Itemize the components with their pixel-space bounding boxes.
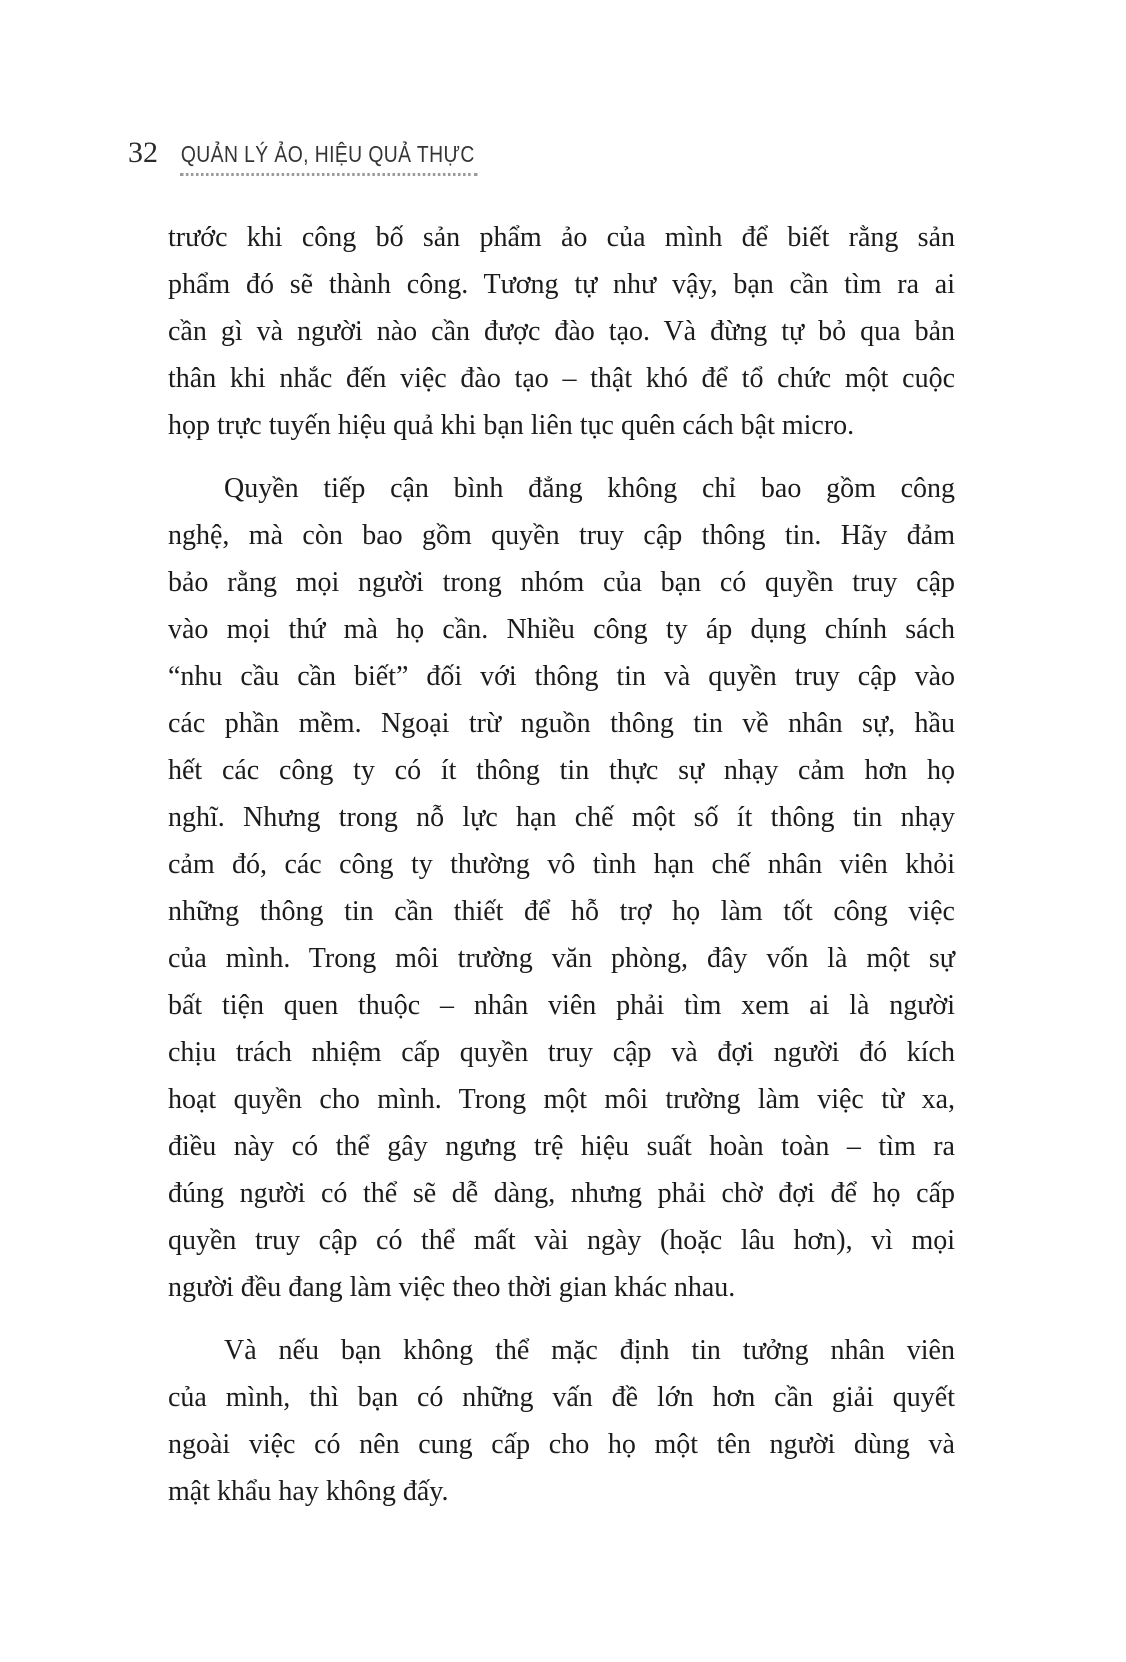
text-line: quyền truy cập có thể mất vài ngày (hoặc lâu hơn), vì mọi bbox=[168, 1225, 955, 1256]
text-line: người đều đang làm việc theo thời gian khác nhau. bbox=[168, 1272, 736, 1303]
paragraph bbox=[168, 214, 955, 449]
text-line: hết các công ty có ít thông tin thực sự nhạy cảm hơn họ bbox=[168, 755, 955, 786]
text-line: Và nếu bạn không thể mặc định tin tưởng nhân viên bbox=[224, 1335, 955, 1366]
text-line: vào mọi thứ mà họ cần. Nhiều công ty áp dụng chính sách bbox=[168, 614, 955, 645]
text-line: điều này có thể gây ngưng trệ hiệu suất hoàn toàn – tìm ra bbox=[168, 1131, 955, 1162]
text-line: bảo rằng mọi người trong nhóm của bạn có quyền truy cập bbox=[168, 567, 955, 598]
text-line: ngoài việc có nên cung cấp cho họ một tên người dùng và bbox=[168, 1429, 955, 1460]
page-number: 32 bbox=[128, 136, 158, 169]
text-line: nghệ, mà còn bao gồm quyền truy cập thông tin. Hãy đảm bbox=[168, 520, 955, 551]
text-line: bất tiện quen thuộc – nhân viên phải tìm xem ai là người bbox=[168, 990, 955, 1021]
running-title: QUẢN LÝ ẢO, HIỆU QUẢ THỰC bbox=[180, 143, 477, 176]
text-line: cần gì và người nào cần được đào tạo. Và đừng tự bỏ qua bản bbox=[168, 316, 955, 347]
text-line: những thông tin cần thiết để hỗ trợ họ làm tốt công việc bbox=[168, 896, 955, 927]
text-line: cảm đó, các công ty thường vô tình hạn chế nhân viên khỏi bbox=[168, 849, 955, 880]
text-line: đúng người có thể sẽ dễ dàng, nhưng phải chờ đợi để họ cấp bbox=[168, 1178, 955, 1209]
text-line: họp trực tuyến hiệu quả khi bạn liên tục quên cách bật micro. bbox=[168, 410, 855, 441]
text-line: các phần mềm. Ngoại trừ nguồn thông tin về nhân sự, hầu bbox=[168, 708, 955, 739]
text-line: phẩm đó sẽ thành công. Tương tự như vậy, bạn cần tìm ra ai bbox=[168, 269, 955, 300]
text-line: của mình. Trong môi trường văn phòng, đây vốn là một sự bbox=[168, 943, 955, 974]
text-line: “nhu cầu cần biết” đối với thông tin và quyền truy cập vào bbox=[168, 661, 955, 692]
text-line: hoạt quyền cho mình. Trong một môi trường làm việc từ xa, bbox=[168, 1084, 955, 1115]
page-header bbox=[128, 138, 534, 176]
text-block bbox=[168, 214, 955, 1531]
text-line: nghĩ. Nhưng trong nỗ lực hạn chế một số ít thông tin nhạy bbox=[168, 802, 955, 833]
text-line: của mình, thì bạn có những vấn đề lớn hơn cần giải quyết bbox=[168, 1382, 955, 1413]
text-line: trước khi công bố sản phẩm ảo của mình để biết rằng sản bbox=[168, 222, 955, 253]
text-line: chịu trách nhiệm cấp quyền truy cập và đợi người đó kích bbox=[168, 1037, 955, 1068]
text-line: Quyền tiếp cận bình đẳng không chỉ bao gồm công bbox=[224, 473, 955, 504]
text-line: thân khi nhắc đến việc đào tạo – thật khó để tổ chức một cuộc bbox=[168, 363, 955, 394]
paragraph bbox=[168, 465, 955, 1311]
paragraph bbox=[168, 1327, 955, 1515]
text-line: mật khẩu hay không đấy. bbox=[168, 1476, 449, 1507]
